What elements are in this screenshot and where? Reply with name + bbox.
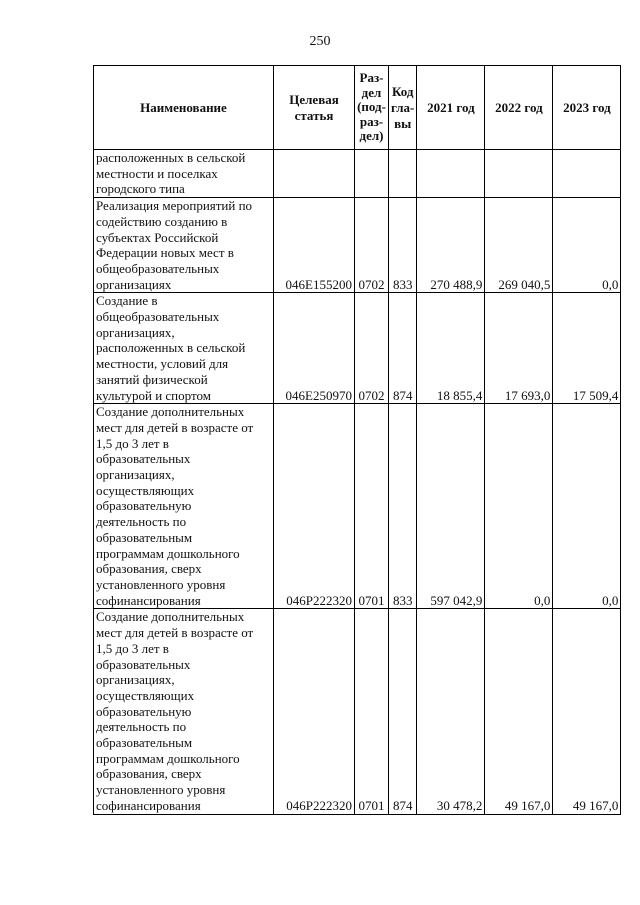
target-article-cell: 046P222320 — [274, 609, 355, 814]
table-header-row — [94, 66, 621, 150]
section-cell — [355, 150, 389, 198]
header-year-2022: 2022 год — [485, 66, 553, 150]
amount-2022-cell: 269 040,5 — [485, 198, 553, 293]
section-cell: 0702 — [355, 293, 389, 404]
header-name: Наименование — [94, 66, 274, 150]
table-row — [94, 404, 621, 609]
section-cell: 0702 — [355, 198, 389, 293]
target-article-cell: 046E250970 — [274, 293, 355, 404]
chapter-cell: 874 — [389, 293, 417, 404]
table-row — [94, 150, 621, 198]
budget-table — [93, 65, 621, 815]
amount-2022-cell: 49 167,0 — [485, 609, 553, 814]
amount-2022-cell: 17 693,0 — [485, 293, 553, 404]
chapter-cell: 833 — [389, 404, 417, 609]
section-cell: 0701 — [355, 404, 389, 609]
target-article-cell: 046P222320 — [274, 404, 355, 609]
section-cell: 0701 — [355, 609, 389, 814]
target-article-cell: 046E155200 — [274, 198, 355, 293]
target-article-cell — [274, 150, 355, 198]
amount-2021-cell: 30 478,2 — [417, 609, 485, 814]
chapter-cell — [389, 150, 417, 198]
chapter-cell: 833 — [389, 198, 417, 293]
table-row — [94, 293, 621, 404]
amount-2023-cell: 0,0 — [553, 198, 621, 293]
amount-2023-cell: 17 509,4 — [553, 293, 621, 404]
header-chapter-code: Код гла- вы — [389, 66, 417, 150]
row-name-cell: Создание в общеобразовательных организациях, расположенных в сельской местности, условий для занятий физической культурой и спортом — [94, 293, 274, 404]
row-name-cell: Реализация мероприятий по содействию созданию в субъектах Российской Федерации новых мест в общеобразовательных организациях — [94, 198, 274, 293]
header-year-2023: 2023 год — [553, 66, 621, 150]
amount-2021-cell: 597 042,9 — [417, 404, 485, 609]
row-name-cell: Создание дополнительных мест для детей в возрасте от 1,5 до 3 лет в образовательных организациях, осуществляющих образовательную деятельность по образовательным программам дошкольного образования, сверх установленного уровня софинансирования — [94, 404, 274, 609]
amount-2022-cell: 0,0 — [485, 404, 553, 609]
row-name-cell: расположенных в сельской местности и поселках городского типа — [94, 150, 274, 198]
amount-2021-cell: 18 855,4 — [417, 293, 485, 404]
table-row — [94, 198, 621, 293]
amount-2023-cell — [553, 150, 621, 198]
amount-2023-cell: 0,0 — [553, 404, 621, 609]
chapter-cell: 874 — [389, 609, 417, 814]
header-target-article: Целевая статья — [274, 66, 355, 150]
header-year-2021: 2021 год — [417, 66, 485, 150]
amount-2023-cell: 49 167,0 — [553, 609, 621, 814]
amount-2021-cell: 270 488,9 — [417, 198, 485, 293]
amount-2021-cell — [417, 150, 485, 198]
header-section: Раз- дел (под- раз- дел) — [355, 66, 389, 150]
page-number: 250 — [309, 34, 331, 49]
table-row — [94, 609, 621, 814]
amount-2022-cell — [485, 150, 553, 198]
row-name-cell: Создание дополнительных мест для детей в возрасте от 1,5 до 3 лет в образовательных организациях, осуществляющих образовательную деятельность по образовательным программам дошкольного образования, сверх установленного уровня софинансирования — [94, 609, 274, 814]
